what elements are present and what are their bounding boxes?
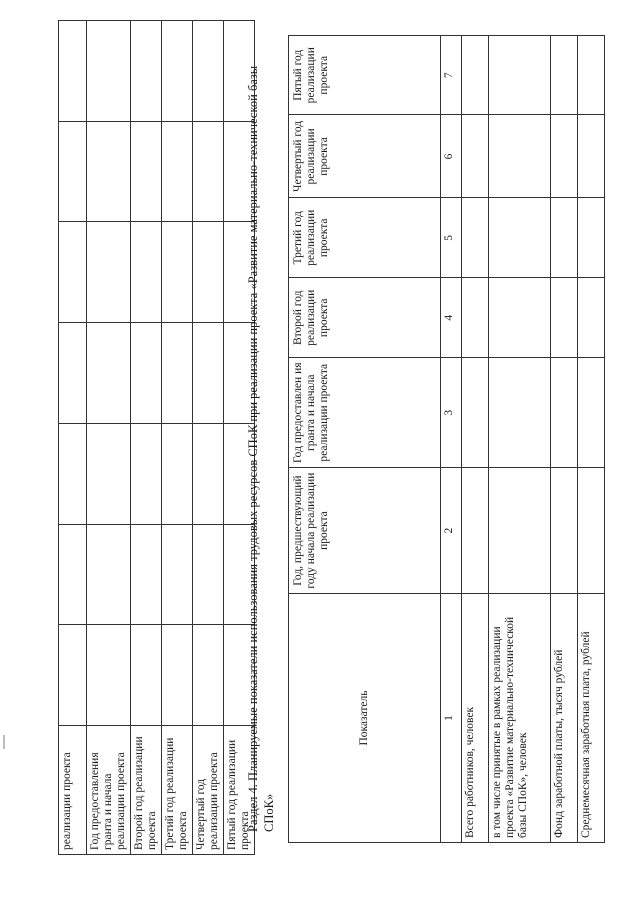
row-label: Всего работников, человек bbox=[462, 594, 489, 843]
row-label: Пятый год реализации проекта bbox=[224, 726, 255, 855]
table-cell bbox=[578, 198, 605, 278]
column-number: 5 bbox=[441, 198, 462, 278]
table-cell bbox=[59, 625, 87, 726]
table-cell bbox=[551, 278, 578, 358]
table-cell bbox=[551, 36, 578, 116]
table-cell bbox=[489, 278, 551, 358]
table-cell bbox=[131, 21, 162, 122]
column-number: 2 bbox=[441, 468, 462, 594]
column-number: 3 bbox=[441, 358, 462, 468]
row-label: Второй год реализации проекта bbox=[131, 726, 162, 855]
column-number: 4 bbox=[441, 278, 462, 358]
table-cell bbox=[489, 115, 551, 198]
table-cell bbox=[59, 222, 87, 323]
table-row bbox=[551, 36, 578, 843]
row-label: Четвертый год реализации проекта bbox=[193, 726, 224, 855]
column-number: 1 bbox=[441, 594, 462, 843]
table-cell bbox=[193, 323, 224, 424]
table-row bbox=[59, 21, 87, 855]
row-label: Третий год реализации проекта bbox=[162, 726, 193, 855]
table-row bbox=[193, 21, 224, 855]
row-label: в том числе принятые в рамках реализации проекта «Развитие материально-технической базы СПоК», человек bbox=[489, 594, 551, 843]
table-cell bbox=[87, 323, 131, 424]
column-number: 6 bbox=[441, 115, 462, 198]
labor-indicators-table bbox=[288, 35, 605, 843]
previous-section-table bbox=[58, 20, 255, 855]
table-cell bbox=[193, 21, 224, 122]
table-cell bbox=[162, 21, 193, 122]
row-label: Среднемесячная заработная плата, рублей bbox=[578, 594, 605, 843]
table-cell bbox=[131, 625, 162, 726]
table-cell bbox=[59, 423, 87, 524]
table-cell bbox=[87, 423, 131, 524]
column-numbers-row bbox=[441, 36, 462, 843]
table-cell bbox=[462, 468, 489, 594]
header-year: Год, предшествующий году начала реализации проекта bbox=[289, 468, 441, 594]
table-cell bbox=[193, 625, 224, 726]
table-cell bbox=[131, 121, 162, 222]
table-cell bbox=[193, 524, 224, 625]
header-indicator: Показатель bbox=[289, 594, 441, 843]
table-cell bbox=[162, 121, 193, 222]
table-row bbox=[462, 36, 489, 843]
row-label: реализации проекта bbox=[59, 726, 87, 855]
table-cell bbox=[551, 198, 578, 278]
header-year: Третий год реализации проекта bbox=[289, 198, 441, 278]
table-cell bbox=[131, 323, 162, 424]
row-label: Фонд заработной платы, тысяч рублей bbox=[551, 594, 578, 843]
table-cell bbox=[462, 198, 489, 278]
header-year: Пятый год реализации проекта bbox=[289, 36, 441, 116]
table-cell bbox=[489, 36, 551, 116]
table-cell bbox=[87, 524, 131, 625]
table-row bbox=[131, 21, 162, 855]
table-cell bbox=[462, 358, 489, 468]
table-cell bbox=[578, 115, 605, 198]
table-cell bbox=[131, 222, 162, 323]
table-cell bbox=[87, 625, 131, 726]
table-cell bbox=[87, 121, 131, 222]
table-cell bbox=[162, 524, 193, 625]
table-cell bbox=[578, 36, 605, 116]
table-cell bbox=[162, 222, 193, 323]
table-cell bbox=[59, 524, 87, 625]
table-cell bbox=[131, 524, 162, 625]
scan-artifact bbox=[3, 735, 5, 749]
table-row bbox=[162, 21, 193, 855]
header-year: Четвертый год реализации проекта bbox=[289, 115, 441, 198]
table-cell bbox=[462, 115, 489, 198]
row-label: Год предоставления гранта и начала реализации проекта bbox=[87, 726, 131, 855]
header-year: Второй год реализации проекта bbox=[289, 278, 441, 358]
table-cell bbox=[578, 278, 605, 358]
table-cell bbox=[87, 222, 131, 323]
table-row bbox=[489, 36, 551, 843]
table-cell bbox=[551, 468, 578, 594]
table-cell bbox=[551, 358, 578, 468]
header-year: Год предоставлен ия гранта и начала реализации проекта bbox=[289, 358, 441, 468]
table-cell bbox=[551, 115, 578, 198]
table-cell bbox=[59, 323, 87, 424]
column-number: 7 bbox=[441, 36, 462, 116]
table-cell bbox=[578, 358, 605, 468]
table-cell bbox=[489, 198, 551, 278]
table-cell bbox=[162, 323, 193, 424]
table-header-row bbox=[289, 36, 441, 843]
table-cell bbox=[59, 21, 87, 122]
table-cell bbox=[578, 468, 605, 594]
table-cell bbox=[193, 222, 224, 323]
table-row bbox=[578, 36, 605, 843]
table-cell bbox=[131, 423, 162, 524]
table-cell bbox=[462, 278, 489, 358]
section-title: Раздел 4. Планируемые показатели использования трудовых ресурсов СПоК при реализации проекта «Развитие материально-технической базы СПоК» bbox=[246, 65, 276, 832]
table-cell bbox=[489, 468, 551, 594]
table-cell bbox=[162, 625, 193, 726]
table-cell bbox=[162, 423, 193, 524]
table-cell bbox=[193, 121, 224, 222]
table-row bbox=[87, 21, 131, 855]
table-cell bbox=[489, 358, 551, 468]
table-cell bbox=[59, 121, 87, 222]
table-cell bbox=[193, 423, 224, 524]
table-cell bbox=[87, 21, 131, 122]
table-cell bbox=[462, 36, 489, 116]
